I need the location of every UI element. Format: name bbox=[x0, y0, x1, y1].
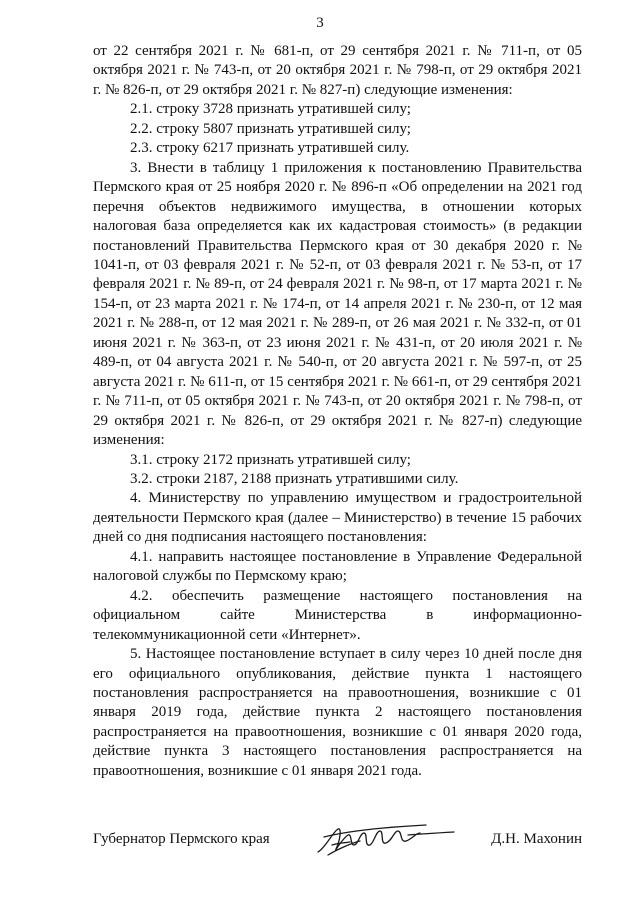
paragraph-item-5: 5. Настоящее постановление вступает в силу через 10 дней после дня его официального опубликования, действие пункта 1 настоящего постановления распространяется на правоотношения, возникшие с 01 января 2019 года, действие пункта 2 настоящего постановления распространяется на правоотношения, возникшие с 01 января 2020 года, действие пункта 3 настоящего постановления распространяется на правоотношения, возникшие с 01 января 2021 года. bbox=[93, 646, 582, 779]
paragraph-item-4-1: 4.1. направить настоящее постановление в Управление Федеральной налоговой службы по Пермскому краю; bbox=[93, 548, 582, 585]
paragraph-item-4-2: 4.2. обеспечить размещение настоящего постановления на официальном сайте Министерства в информационно-телекоммуникационной сети «Интернет». bbox=[93, 587, 582, 643]
paragraph-continuation: от 22 сентября 2021 г. № 681-п, от 29 сентября 2021 г. № 711-п, от 05 октября 2021 г. № 743-п, от 20 октября 2021 г. № 798-п, от 29 октября 2021 г. № 826-п, от 29 октября 2021 г. № 827-п) следующие изменения: bbox=[93, 43, 582, 98]
paragraph-item-3: 3. Внести в таблицу 1 приложения к постановлению Правительства Пермского края от 25 ноября 2020 г. № 896-п «Об определении на 2021 год перечня объектов недвижимого имущества, в отношении которых налоговая база определяется как их кадастровая стоимость» (в редакции постановлений Правительства Пермского края от 30 декабря 2020 г. № 1041-п, от 03 февраля 2021 г. № 52-п, от 03 февраля 2021 г. № 53-п, от 17 февраля 2021 г. № 89-п, от 24 февраля 2021 г. № 98-п, от 17 марта 2021 г. № 154-п, от 23 марта 2021 г. № 174-п, от 14 апреля 2021 г. № 230-п, от 12 мая 2021 г. № 288-п, от 12 мая 2021 г. № 289-п, от 26 мая 2021 г. № 332-п, от 01 июня 2021 г. № 363-п, от 23 июня 2021 г. № 431-п, от 20 июля 2021 г. № 489-п, от 04 августа 2021 г. № 540-п, от 20 августа 2021 г. № 597-п, от 25 августа 2021 г. № 611-п, от 15 сентября 2021 г. № 661-п, от 29 сентября 2021 г. № 711-п, от 05 октября 2021 г. № 743-п, от 20 октября 2021 г. № 798-п, от 29 октября 2021 г. № 826-п, от 29 октября 2021 г. № 827-п) следующие изменения: bbox=[93, 159, 582, 449]
paragraph-item-2-1: 2.1. строку 3728 признать утратившей силу; bbox=[130, 101, 411, 118]
signature-block bbox=[93, 825, 582, 855]
signatory-name: Д.Н. Махонин bbox=[491, 831, 582, 847]
paragraph-item-4: 4. Министерству по управлению имуществом и градостроительной деятельности Пермского края (далее – Министерство) в течение 15 рабочих дней со дня подписания настоящего постановления: bbox=[93, 490, 582, 546]
page-number: 3 bbox=[316, 15, 324, 31]
document-body bbox=[93, 42, 582, 781]
signatory-position: Губернатор Пермского края bbox=[93, 831, 270, 847]
paragraph-item-3-1: 3.1. строку 2172 признать утратившей силу; bbox=[130, 451, 411, 468]
paragraph-item-2-3: 2.3. строку 6217 признать утратившей силу. bbox=[130, 140, 410, 157]
handwritten-signature bbox=[308, 819, 458, 861]
paragraph-item-3-2: 3.2. строки 2187, 2188 признать утратившими силу. bbox=[130, 470, 459, 487]
paragraph-item-2-2: 2.2. строку 5807 признать утратившей силу; bbox=[130, 120, 411, 137]
